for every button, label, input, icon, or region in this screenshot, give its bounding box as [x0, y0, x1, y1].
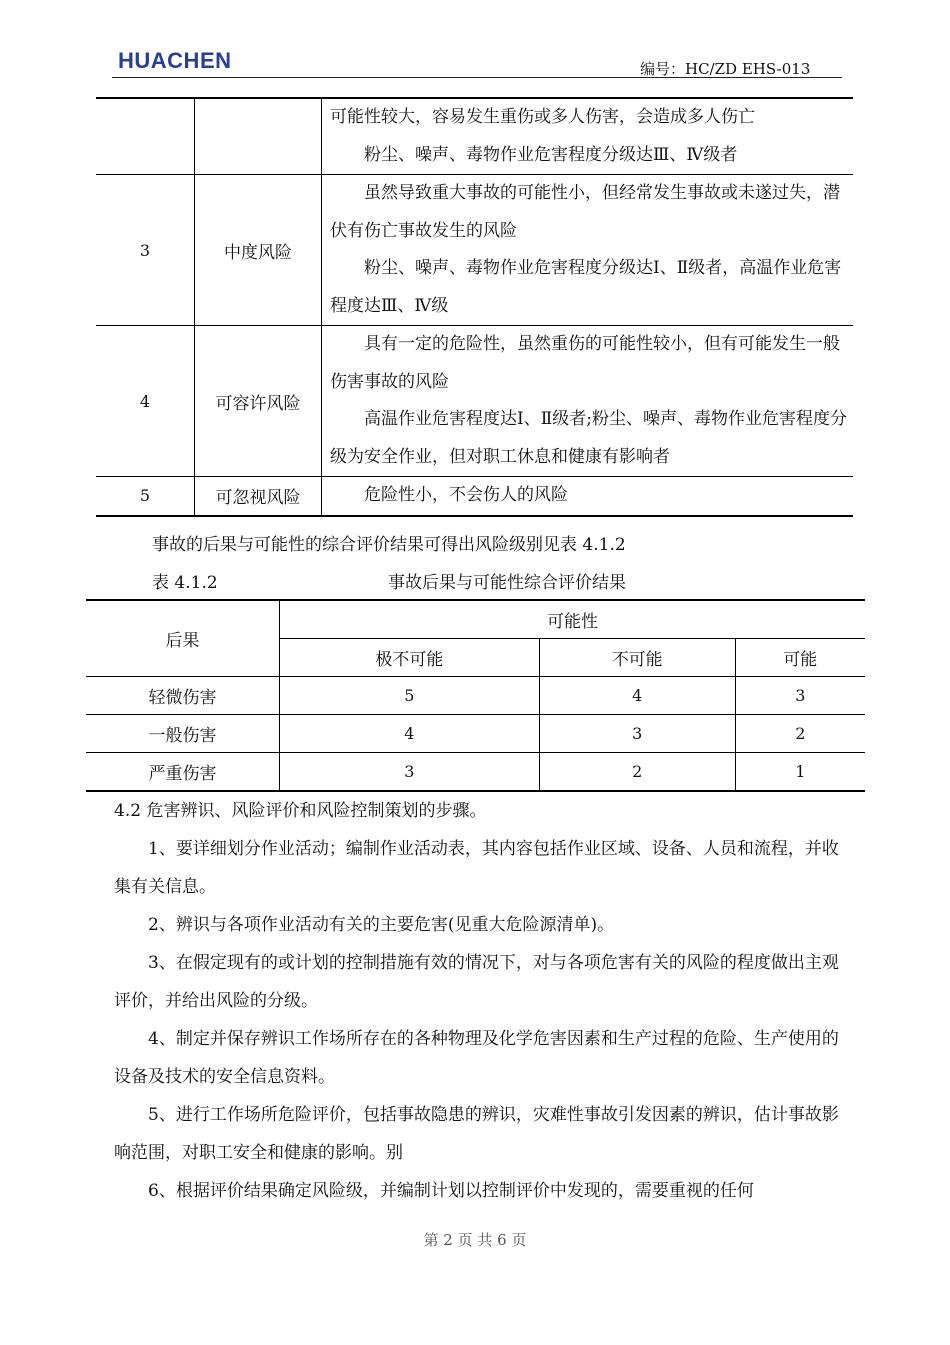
risk-number: 3 — [96, 175, 195, 326]
step-paragraph: 5、进行工作场所危险评价，包括事故隐患的辨识，灾难性事故引发因素的辨识，估计事故影响范围，对职工安全和健康的影响。别 — [114, 1105, 839, 1163]
risk-number: 5 — [96, 477, 195, 516]
page-footer: 第 2 页 共 6 页 — [423, 1231, 527, 1249]
table-row — [96, 326, 853, 477]
value-cell: 3 — [735, 677, 865, 715]
table-header-row — [86, 600, 865, 639]
value-cell: 2 — [735, 715, 865, 753]
step-paragraph: 2、辨识与各项作业活动有关的主要危害(见重大危险源清单)。 — [148, 915, 615, 935]
value-cell: 2 — [539, 753, 735, 792]
risk-number: 4 — [96, 326, 195, 477]
consequence-cell: 严重伤害 — [86, 753, 280, 792]
description-line: 具有一定的危险性，虽然重伤的可能性较小，但有可能发生一般伤害事故的风险 — [330, 334, 840, 392]
consequence-header: 后果 — [86, 600, 280, 677]
table-row — [86, 753, 865, 792]
risk-description — [322, 477, 854, 516]
value-cell: 4 — [280, 715, 540, 753]
header-divider — [112, 77, 842, 78]
likelihood-column-header: 不可能 — [539, 639, 735, 677]
table-row — [96, 175, 853, 326]
step-paragraph: 3、在假定现有的或计划的控制措施有效的情况下，对与各项危害有关的风险的程度做出主观评价，并给出风险的分级。 — [114, 953, 839, 1011]
description-line: 可能性较大，容易发生重伤或多人伤害，会造成多人伤亡 — [330, 107, 755, 127]
description-line: 高温作业危害程度达Ⅰ、Ⅱ级者;粉尘、噪声、毒物作业危害程度分级为安全作业，但对职工休息和健康有影响者 — [330, 409, 847, 467]
step-paragraph: 1、要详细划分作业活动；编制作业活动表，其内容包括作业区域、设备、人员和流程，并收集有关信息。 — [114, 839, 839, 897]
risk-description — [322, 326, 854, 477]
description-line: 粉尘、噪声、毒物作业危害程度分级达Ⅰ、Ⅱ级者，高温作业危害程度达Ⅲ、Ⅳ级 — [330, 258, 842, 316]
table-row — [86, 715, 865, 753]
huachen-logo: HUACHEN — [118, 48, 232, 73]
value-cell: 3 — [280, 753, 540, 792]
intro-paragraph: 事故的后果与可能性的综合评价结果可得出风险级别见表 4.1.2 — [152, 535, 626, 555]
description-line: 粉尘、噪声、毒物作业危害程度分级达Ⅲ、Ⅳ级者 — [364, 144, 738, 165]
risk-description — [322, 175, 854, 326]
risk-level: 可忽视风险 — [195, 477, 322, 516]
description-line: 虽然导致重大事故的可能性小，但经常发生事故或未遂过失，潜伏有伤亡事故发生的风险 — [330, 183, 840, 241]
consequence-cell: 轻微伤害 — [86, 677, 280, 715]
value-cell: 5 — [280, 677, 540, 715]
table-caption-id: 表 4.1.2 — [152, 573, 218, 593]
table-row — [96, 98, 853, 175]
step-paragraph: 6、根据评价结果确定风险级，并编制计划以控制评价中发现的，需要重视的任何 — [148, 1181, 754, 1201]
likelihood-header: 可能性 — [280, 600, 866, 639]
value-cell: 1 — [735, 753, 865, 792]
table-caption-title: 事故后果与可能性综合评价结果 — [388, 573, 626, 593]
document-number: 编号：HC/ZD EHS-013 — [640, 60, 811, 78]
value-cell: 3 — [539, 715, 735, 753]
table-row — [86, 677, 865, 715]
risk-level-table — [96, 97, 853, 517]
risk-level: 中度风险 — [195, 175, 322, 326]
consequence-cell: 一般伤害 — [86, 715, 280, 753]
likelihood-column-header: 可能 — [735, 639, 865, 677]
value-cell: 4 — [539, 677, 735, 715]
section-heading: 4.2 危害辨识、风险评价和风险控制策划的步骤。 — [114, 801, 487, 821]
evaluation-table — [86, 599, 865, 792]
risk-number — [96, 98, 195, 175]
risk-level: 可容许风险 — [195, 326, 322, 477]
likelihood-column-header: 极不可能 — [280, 639, 540, 677]
step-paragraph: 4、制定并保存辨识工作场所存在的各种物理及化学危害因素和生产过程的危险、生产使用的设备及技术的安全信息资料。 — [114, 1029, 839, 1087]
table-row — [96, 477, 853, 516]
risk-description — [322, 98, 854, 175]
risk-level — [195, 98, 322, 175]
procedure-section — [114, 793, 844, 1210]
description-line: 危险性小，不会伤人的风险 — [364, 485, 568, 505]
